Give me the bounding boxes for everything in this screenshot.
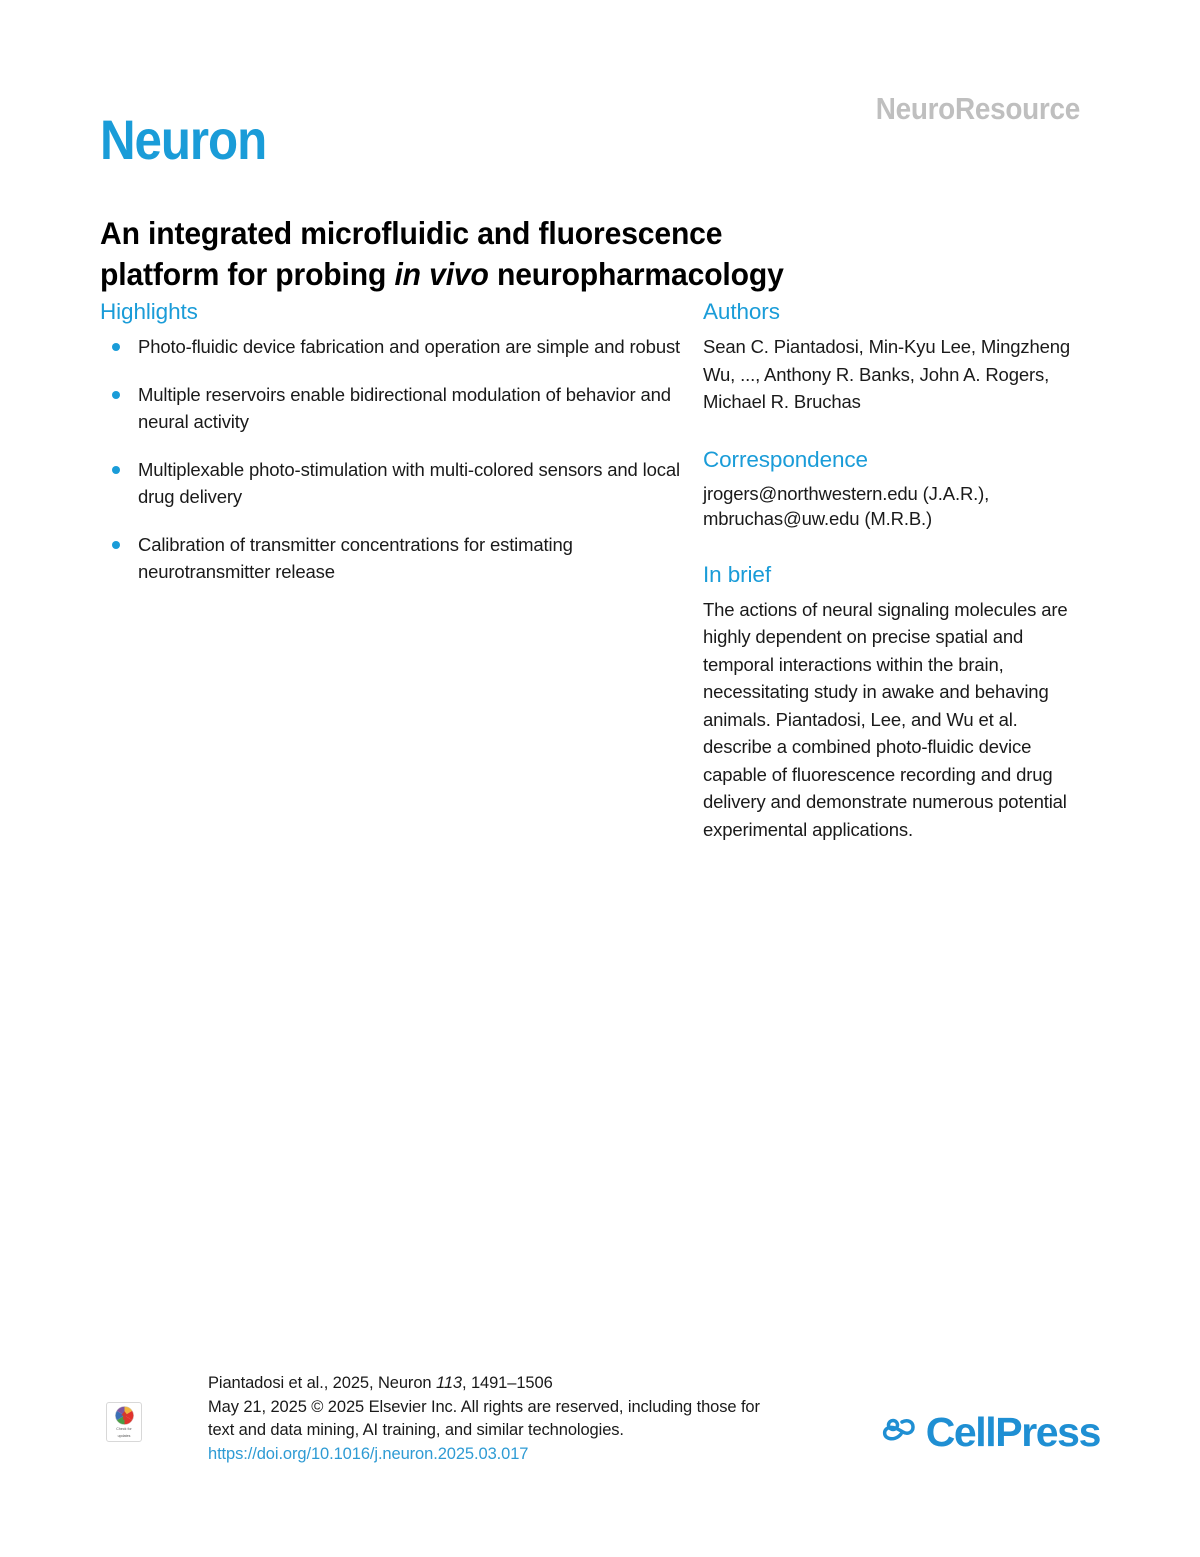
bullet-icon [112,343,120,351]
correspondence-email-1[interactable]: jrogers@northwestern.edu (J.A.R.), [703,482,990,504]
in-brief-heading: In brief [703,561,771,587]
cellpress-mark-icon [882,1415,916,1450]
highlights-heading: Highlights [100,299,198,324]
citation-line-2: May 21, 2025 © 2025 Elsevier Inc. All rights are reserved, including those for [208,1397,760,1416]
citation-volume: 113 [435,1374,462,1392]
journal-logo: Neuron [100,108,267,171]
citation-line-3: text and data mining, AI training, and similar technologies. [208,1421,624,1439]
crossmark-label-line-2: updates [117,1433,131,1438]
authors-list: Sean C. Piantadosi, Min-Kyu Lee, Mingzheng Wu, ..., Anthony R. Banks, John A. Rogers, Michael R. Bruchas [703,336,1070,412]
authors-block [703,298,1088,416]
in-brief-text: The actions of neural signaling molecules are highly dependent on precise spatial and temporal interactions within the brain, necessitating study in awake and behaving animals. Piantadosi, Lee, and Wu et al. describe a combined photo-fluidic device capable of fluorescence recording and drug delivery and demonstrate numerous potential experimental applications. [703,598,1068,840]
list-item [100,381,685,436]
highlight-text: Multiplexable photo-stimulation with multi-colored sensors and local drug delivery [138,458,680,507]
title-line-2-before: platform for probing [100,256,395,293]
list-item [100,531,685,586]
highlight-text: Multiple reservoirs enable bidirectional modulation of behavior and neural activity [138,383,671,432]
authors-heading: Authors [703,299,780,324]
crossmark-label-line-1: Check for [116,1427,132,1431]
crossmark-badge[interactable] [106,1402,142,1442]
doi-link[interactable]: https://doi.org/10.1016/j.neuron.2025.03.017 [208,1444,529,1463]
crossmark-icon [115,1406,134,1425]
left-column [100,298,685,586]
bullet-icon [112,466,120,474]
title-line-1: An integrated microfluidic and fluorescence [100,215,723,252]
citation-prefix: Piantadosi et al., 2025, Neuron [208,1374,436,1392]
footer [100,1372,1100,1492]
correspondence-email-2[interactable]: mbruchas@uw.edu (M.R.B.) [703,507,933,529]
citation-pages: , 1491–1506 [461,1374,553,1392]
bullet-icon [112,541,120,549]
bullet-icon [112,391,120,399]
list-item [100,333,685,361]
page-title [100,213,1017,295]
cellpress-wordmark: CellPress [925,1409,1100,1455]
highlight-text: Calibration of transmitter concentrations for estimating neurotransmitter release [138,533,573,582]
correspondence-emails [703,481,1088,531]
citation-line-1 [208,1372,760,1396]
article-type-label: NeuroResource [875,91,1080,126]
title-italic-term: in vivo [394,256,489,293]
correspondence-heading: Correspondence [703,446,868,472]
publisher-logo[interactable] [882,1409,1100,1455]
list-item [100,456,685,511]
right-column [703,298,1088,843]
correspondence-block [703,446,1088,531]
citation-block [208,1372,760,1466]
highlight-text: Photo-fluidic device fabrication and operation are simple and robust [138,336,681,357]
highlights-list [100,333,685,586]
title-line-2-after: neuropharmacology [488,256,784,293]
masthead [100,92,1080,182]
in-brief-block [703,561,1088,844]
